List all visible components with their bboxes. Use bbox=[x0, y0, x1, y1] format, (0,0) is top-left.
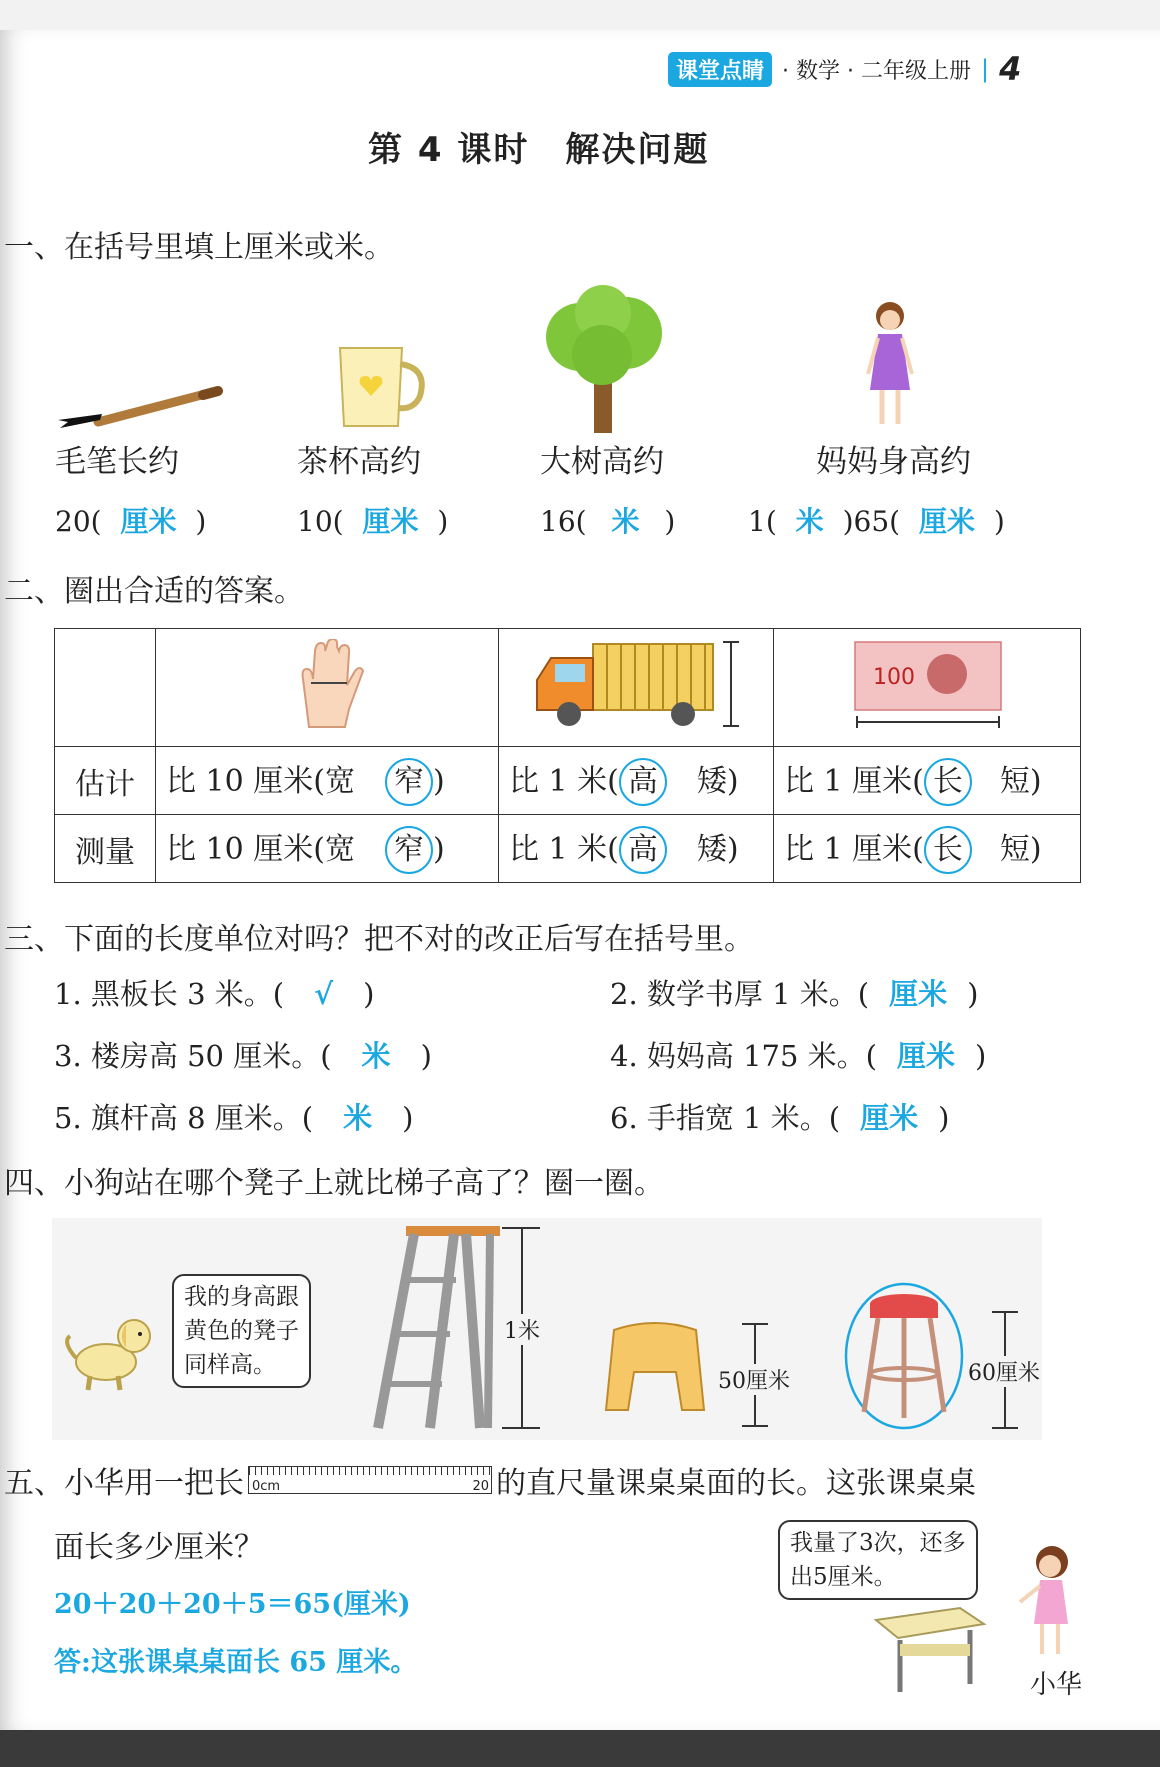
truck-cell bbox=[499, 629, 774, 747]
hand-cell bbox=[156, 629, 499, 747]
section-2-heading: 二、圈出合适的答案。 bbox=[4, 574, 304, 609]
header-subject: · 数学 · 二年级上册 bbox=[782, 58, 971, 84]
equation-answer: 20＋20＋20＋5＝65(厘米) bbox=[54, 1589, 411, 1620]
section-5-heading-cont: 面长多少厘米？ bbox=[54, 1530, 264, 1565]
circled-answer: 窄 bbox=[385, 758, 433, 806]
top-margin bbox=[0, 0, 1160, 30]
mother-answer-1: 米 bbox=[795, 505, 824, 538]
circled-answer: 高 bbox=[619, 758, 667, 806]
tree-answer: 米 bbox=[611, 505, 640, 538]
truck-options: 比 1 米( 高 矮) bbox=[499, 747, 774, 815]
list-item: 6. 手指宽 1 米。( 厘米 ) bbox=[610, 1101, 950, 1135]
ruler-image: 0cm 20 bbox=[248, 1466, 492, 1494]
yellow-stool-image bbox=[600, 1320, 710, 1420]
hand-image bbox=[287, 639, 367, 729]
table-corner bbox=[55, 629, 156, 747]
red-stool-image[interactable] bbox=[842, 1282, 968, 1432]
girl-speech-bubble: 我量了3次，还多 出5厘米。 bbox=[778, 1520, 978, 1600]
circled-answer: 长 bbox=[924, 758, 972, 806]
dog-speech-bubble: 我的身高跟 黄色的凳子 同样高。 bbox=[172, 1274, 311, 1388]
cup-fill: 10( 厘米 ) bbox=[297, 505, 449, 538]
truck-options: 比 1 米( 高 矮) bbox=[499, 815, 774, 883]
mother-label: 妈妈身高约 bbox=[816, 444, 971, 480]
table-row-estimate bbox=[55, 747, 1081, 815]
list-item: 3. 楼房高 50 厘米。( 米 ) bbox=[54, 1039, 432, 1073]
row-label: 测量 bbox=[55, 815, 156, 883]
brush-fill: 20( 厘米 ) bbox=[55, 505, 207, 538]
mother-fill: 1( 米 )65( 厘米 ) bbox=[748, 505, 1005, 538]
banknote-options: 比 1 厘米( 长 短) bbox=[774, 747, 1081, 815]
brush-image bbox=[58, 382, 223, 434]
desk-image bbox=[870, 1600, 990, 1696]
header-badge: 课堂点睛 bbox=[668, 52, 772, 87]
cup-label: 茶杯高约 bbox=[297, 444, 421, 480]
final-answer: 答:这张课桌桌面长 65 厘米。 bbox=[54, 1647, 418, 1678]
hand-options: 比 10 厘米(宽 窄 ) bbox=[156, 815, 499, 883]
page-title: 第 4 课时 解决问题 bbox=[368, 130, 710, 170]
cup-answer: 厘米 bbox=[362, 505, 419, 538]
banknote-options: 比 1 厘米( 长 短) bbox=[774, 815, 1081, 883]
circled-answer: 窄 bbox=[385, 826, 433, 874]
section-3-heading: 三、下面的长度单位对吗？把不对的改正后写在括号里。 bbox=[4, 922, 754, 957]
tree-fill: 16( 米 ) bbox=[540, 505, 676, 538]
estimate-table bbox=[54, 628, 1081, 883]
tree-image bbox=[540, 285, 670, 435]
row-label: 估计 bbox=[55, 747, 156, 815]
ladder-height-label: 1米 bbox=[504, 1314, 540, 1345]
list-item: 1. 黑板长 3 米。( √ ) bbox=[54, 977, 375, 1011]
girl-name-label: 小华 bbox=[1030, 1670, 1083, 1700]
girl-image bbox=[1012, 1540, 1082, 1660]
page-number: 4 bbox=[999, 50, 1022, 88]
brush-answer: 厘米 bbox=[120, 505, 177, 538]
tree-label: 大树高约 bbox=[540, 444, 664, 480]
circled-answer: 长 bbox=[924, 826, 972, 874]
stool1-height-label: 50厘米 bbox=[718, 1364, 790, 1395]
hand-options: 比 10 厘米(宽 窄 ) bbox=[156, 747, 499, 815]
list-item: 4. 妈妈高 175 米。( 厘米 ) bbox=[610, 1039, 987, 1073]
svg-text:100: 100 bbox=[873, 664, 915, 690]
truck-image bbox=[531, 636, 741, 732]
list-item: 5. 旗杆高 8 厘米。( 米 ) bbox=[54, 1101, 414, 1135]
mother-image bbox=[860, 298, 920, 433]
brush-label: 毛笔长约 bbox=[55, 444, 179, 480]
table-row-measure bbox=[55, 815, 1081, 883]
mother-answer-2: 厘米 bbox=[918, 505, 975, 538]
dog-image bbox=[56, 1302, 156, 1392]
section-5-heading: 五、小华用一把长 0cm 20 的直尺量课桌桌面的长。这张课桌桌 bbox=[4, 1466, 976, 1501]
circled-answer: 高 bbox=[619, 826, 667, 874]
banknote-image bbox=[847, 638, 1007, 730]
stool2-height-label: 60厘米 bbox=[968, 1356, 1040, 1387]
page-header bbox=[668, 50, 1021, 88]
cup-image bbox=[332, 338, 432, 434]
header-divider: | bbox=[980, 55, 990, 83]
banknote-cell bbox=[774, 629, 1081, 747]
section-1-heading: 一、在括号里填上厘米或米。 bbox=[4, 230, 394, 265]
list-item: 2. 数学书厚 1 米。( 厘米 ) bbox=[610, 977, 979, 1011]
section-4-heading: 四、小狗站在哪个凳子上就比梯子高了？圈一圈。 bbox=[4, 1166, 664, 1201]
